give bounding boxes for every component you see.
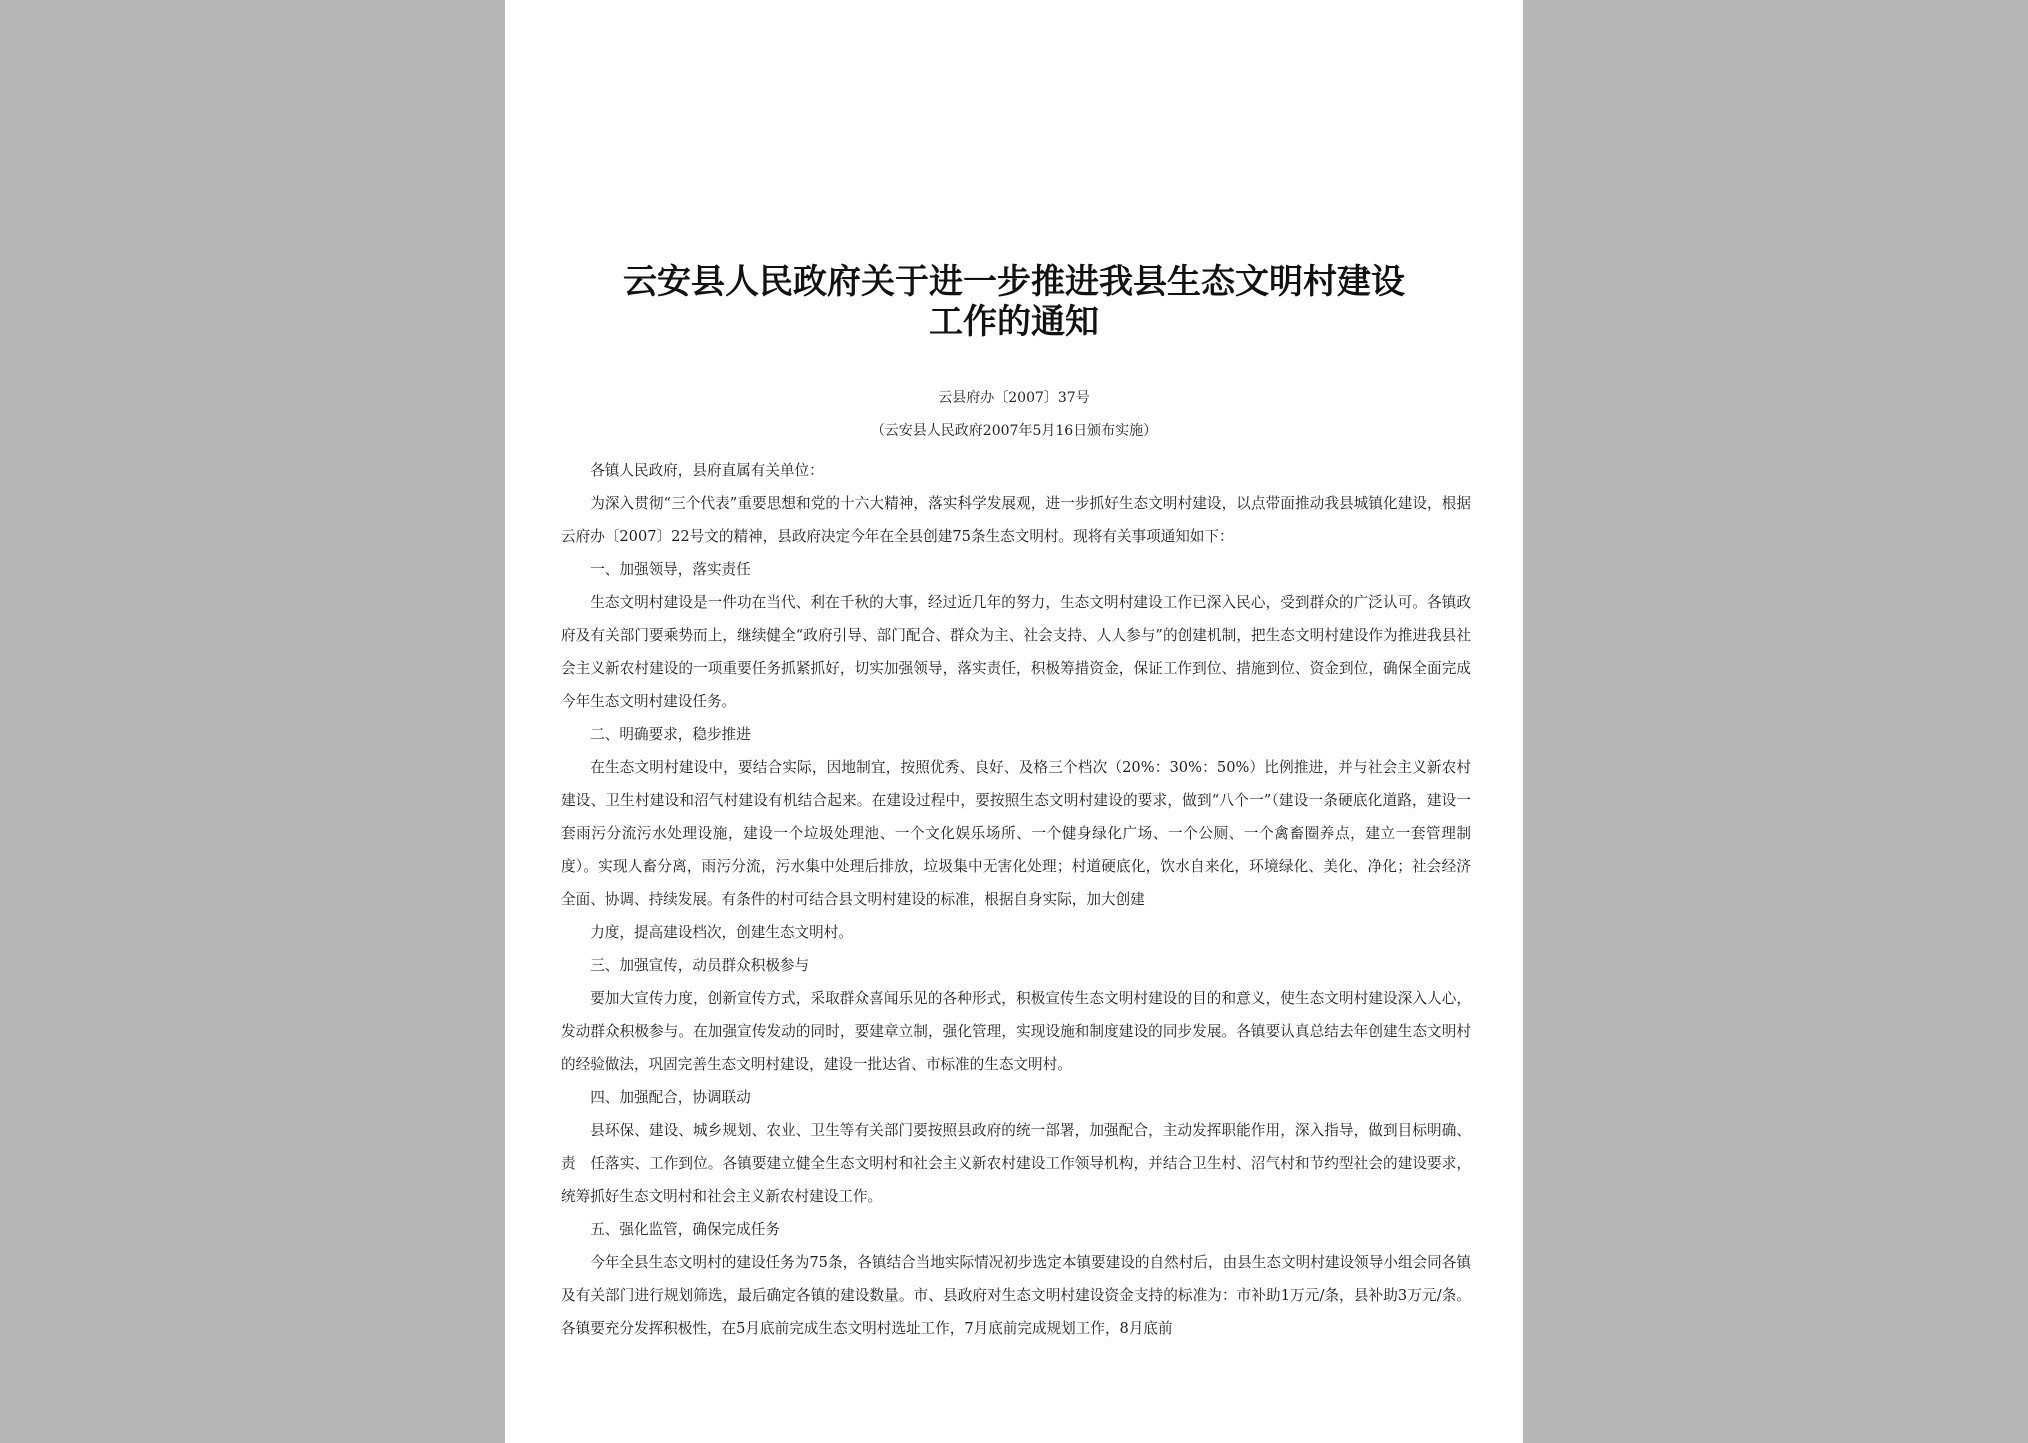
section-heading-3: 三、加强宣传，动员群众积极参与: [590, 957, 810, 974]
section-3-paragraph: 要加大宣传力度，创新宣传方式，采取群众喜闻乐见的各种形式，积极宣传生态文明村建设的目的和意义，使生态文明村建设深入人心，发动群众积极参与。在加强宣传发动的同时，要建章立制，强化管理，实现设施和制度建设的同步发展。各镇要认真总结去年创建生态文明村的经验做法，巩固完善生态文明村建设，建设一批达省、市标准的生态文明村。: [561, 990, 1471, 1073]
section-4-paragraph: 县环保、建设、城乡规划、农业、卫生等有关部门要按照县政府的统一部署，加强配合，主动发挥职能作用，深入指导，做到目标明确、责 任落实、工作到位。各镇要建立健全生态文明村和社会主义新农村建设工作领导机构，并结合卫生村、沼气村和节约型社会的建设要求，统筹抓好生态文明村和社会主义新农村建设工作。: [561, 1122, 1471, 1205]
section-2-continuation: 力度，提高建设档次，创建生态文明村。: [590, 924, 853, 941]
document-page: [505, 0, 1523, 1443]
section-heading-4: 四、加强配合，协调联动: [590, 1089, 751, 1106]
section-heading-5: 五、强化监管，确保完成任务: [590, 1221, 780, 1238]
title-line-1: 云安县人民政府关于进一步推进我县生态文明村建设: [623, 262, 1405, 302]
section-1-paragraph: 生态文明村建设是一件功在当代、利在千秋的大事，经过近几年的努力，生态文明村建设工作已深入民心，受到群众的广泛认可。各镇政府及有关部门要乘势而上，继续健全“政府引导、部门配合、群众为主、社会支持、人人参与”的创建机制，把生态文明村建设作为推进我县社会主义新农村建设的一项重要任务抓紧抓好，切实加强领导，落实责任，积极筹措资金，保证工作到位、措施到位、资金到位，确保全面完成今年生态文明村建设任务。: [561, 594, 1471, 710]
title-line-2: 工作的通知: [929, 302, 1099, 342]
document-body: [561, 454, 1471, 1345]
document-number: 云县府办〔2007〕37号: [938, 390, 1090, 406]
salutation: 各镇人民政府，县府直属有关单位：: [590, 462, 824, 479]
issue-note: （云安县人民政府2007年5月16日颁布实施）: [870, 423, 1158, 439]
intro-paragraph: 为深入贯彻“三个代表”重要思想和党的十六大精神，落实科学发展观，进一步抓好生态文明村建设，以点带面推动我县城镇化建设，根据云府办〔2007〕22号文的精神，县政府决定今年在全县创建75条生态文明村。现将有关事项通知如下：: [561, 495, 1471, 545]
section-5-paragraph: 今年全县生态文明村的建设任务为75条，各镇结合当地实际情况初步选定本镇要建设的自然村后，由县生态文明村建设领导小组会同各镇及有关部门进行规划筛选，最后确定各镇的建设数量。市、县政府对生态文明村建设资金支持的标准为：市补助1万元/条，县补助3万元/条。各镇要充分发挥积极性，在5月底前完成生态文明村选址工作，7月底前完成规划工作，8月底前: [561, 1254, 1471, 1337]
section-heading-2: 二、明确要求，稳步推进: [590, 726, 751, 743]
document-title: [505, 262, 1523, 342]
section-2-paragraph: 在生态文明村建设中，要结合实际，因地制宜，按照优秀、良好、及格三个档次（20%：30%：50%）比例推进，并与社会主义新农村建设、卫生村建设和沼气村建设有机结合起来。在建设过程中，要按照生态文明村建设的要求，做到“八个一”（建设一条硬底化道路，建设一套雨污分流污水处理设施，建设一个垃圾处理池、一个文化娱乐场所、一个健身绿化广场、一个公厕、一个禽畜圈养点，建立一套管理制度）。实现人畜分离，雨污分流，污水集中处理后排放，垃圾集中无害化处理；村道硬底化，饮水自来化，环境绿化、美化、净化；社会经济全面、协调、持续发展。有条件的村可结合县文明村建设的标准，根据自身实际，加大创建: [561, 759, 1471, 908]
section-heading-1: 一、加强领导，落实责任: [590, 561, 751, 578]
